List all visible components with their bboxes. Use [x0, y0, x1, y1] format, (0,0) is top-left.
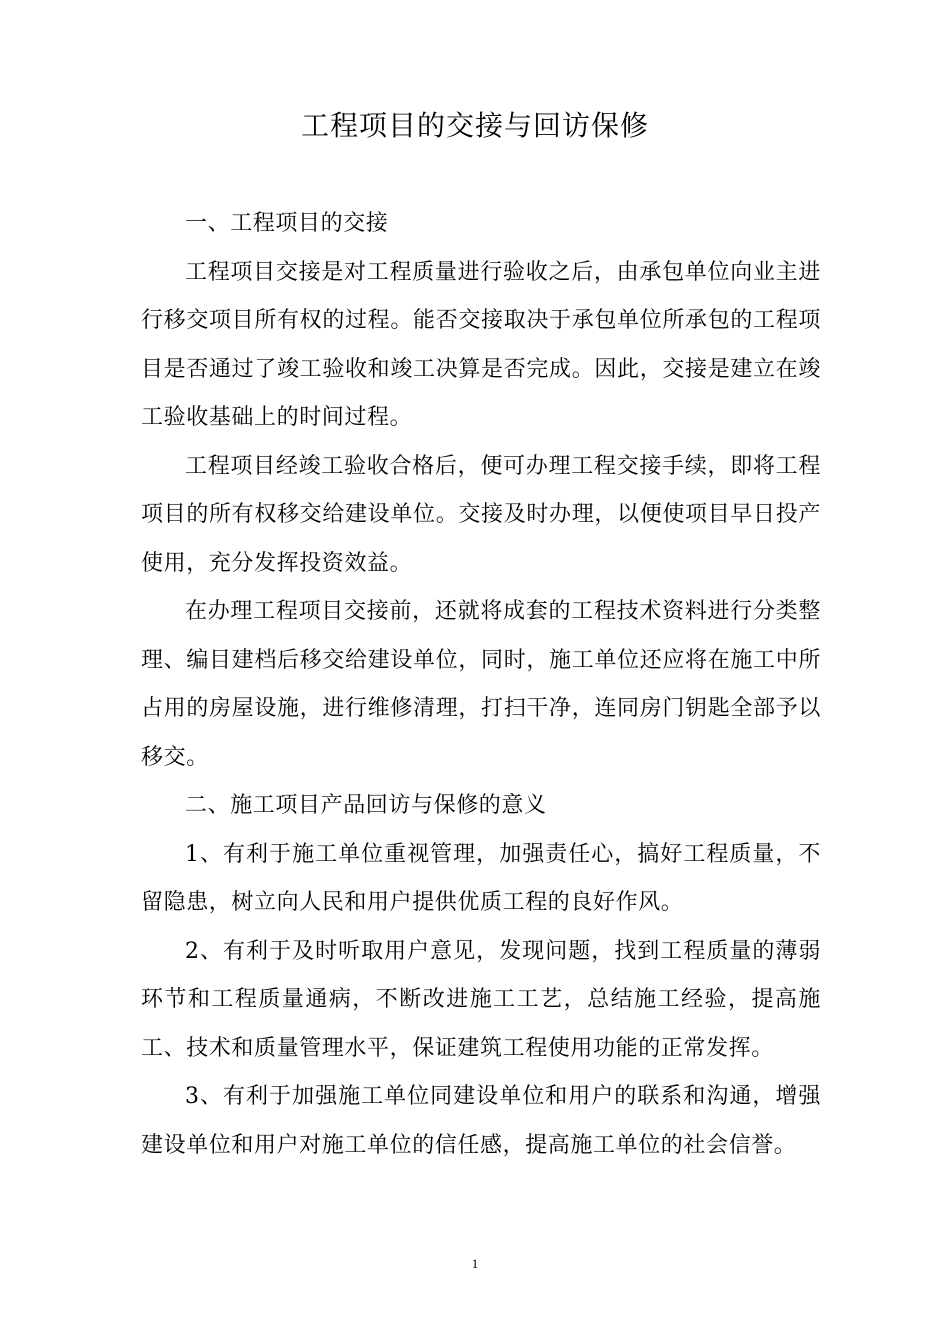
- page-number: 1: [471, 1256, 479, 1271]
- list-item-significance-3: 3、有利于加强施工单位同建设单位和用户的联系和沟通，增强建设单位和用户对施工单位的信任感，提高施工单位的社会信誉。: [141, 1084, 821, 1158]
- list-item-significance-2: 2、有利于及时听取用户意见，发现问题，找到工程质量的薄弱环节和工程质量通病，不断改进施工工艺，总结施工经验，提高施工、技术和质量管理水平，保证建筑工程使用功能的正常发挥。: [141, 938, 821, 1061]
- paragraph-handover-definition: 工程项目交接是对工程质量进行验收之后，由承包单位向业主进行移交项目所有权的过程。能否交接取决于承包单位所承包的工程项目是否通过了竣工验收和竣工决算是否完成。因此，交接是建立在竣工验收基础上的时间过程。: [141, 259, 821, 430]
- document-title: 工程项目的交接与回访保修: [300, 109, 649, 142]
- document-body: [141, 200, 821, 1170]
- list-item-significance-1: 1、有利于施工单位重视管理，加强责任心，搞好工程质量，不留隐患，树立向人民和用户提供优质工程的良好作风。: [141, 841, 821, 915]
- paragraph-handover-procedure: 工程项目经竣工验收合格后，便可办理工程交接手续，即将工程项目的所有权移交给建设单位。交接及时办理，以便使项目早日投产使用，充分发挥投资效益。: [141, 453, 821, 576]
- paragraph-handover-materials: 在办理工程项目交接前，还就将成套的工程技术资料进行分类整理、编目建档后移交给建设单位，同时，施工单位还应将在施工中所占用的房屋设施，进行维修清理，打扫干净，连同房门钥匙全部予以移交。: [141, 599, 821, 770]
- section-heading-significance: 二、施工项目产品回访与保修的意义: [185, 793, 547, 818]
- section-heading-handover: 一、工程项目的交接: [185, 211, 389, 236]
